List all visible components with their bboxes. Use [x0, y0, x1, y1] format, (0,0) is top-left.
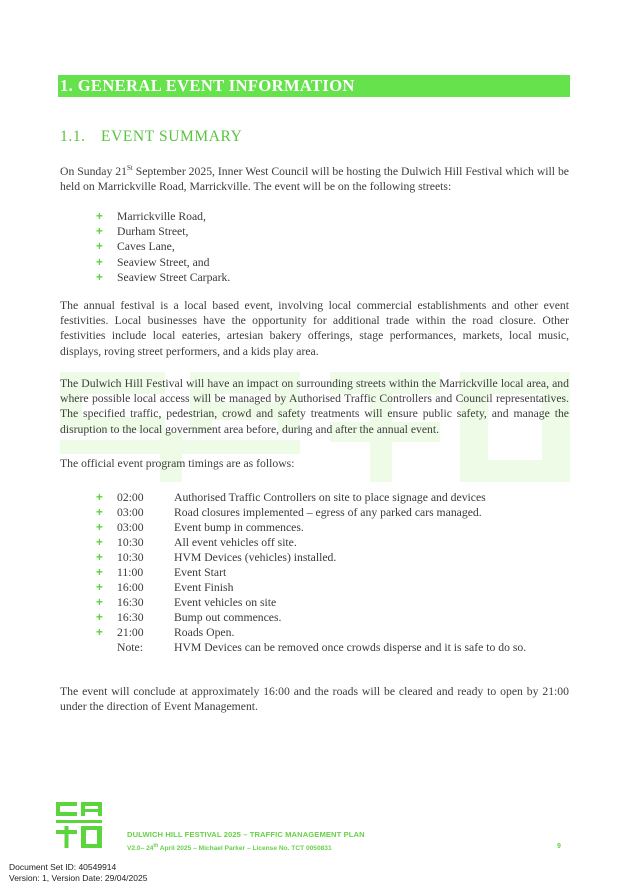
- list-item: + Durham Street,: [96, 225, 189, 239]
- subsection-title: EVENT SUMMARY: [101, 128, 243, 145]
- intro-paragraph: [60, 161, 569, 194]
- plus-bullet-icon: +: [96, 210, 103, 223]
- plus-bullet-icon: +: [96, 611, 103, 624]
- list-item: + Marrickville Road,: [96, 210, 206, 223]
- plus-bullet-icon: +: [96, 491, 103, 504]
- plus-bullet-icon: +: [96, 551, 103, 564]
- impact-paragraph: The Dulwich Hill Festival will have an impact on surrounding streets within the Marrickville local area, and where possible local access will be managed by Authorised Traffic Controllers and Council representatives. The specified traffic, pedestrian, crowd and safety treatments will ensure public safety, and manage the disruption to the local government area before, during and after the annual event.: [60, 377, 569, 436]
- section-heading: 1. GENERAL EVENT INFORMATION: [58, 75, 570, 97]
- plus-bullet-icon: +: [96, 270, 103, 284]
- plus-bullet-icon: +: [96, 566, 103, 579]
- subsection-heading: [60, 128, 242, 146]
- plus-bullet-icon: +: [96, 536, 103, 549]
- document-page: 1. GENERAL EVENT INFORMATION 1.1. EVENT SUMMARY On Sunday 21St September 2025, Inner West Council will be hosting the Dulwich Hill Festival which will be held on Marrickville Road, Marrickville. The event will be on the following streets: + Marrickville Road, + Durham Street, + Caves Lane, + Seaview Street, and + Seaview Street Carpark. The annual festival is a local based event, involving local commercial establishments and other event festivities. Local businesses have the opportunity for additional trade within the road closure. Other festivities include local eateries, artesian bakery offerings, stage performances, markets, local music, displays, roving street performers, and a kids play area. The Dulwich Hill Festival will have an impact on surrounding streets within the Marrickville local area, and where possible local access will be managed by Authorised Traffic Controllers and Council representatives. The specified traffic, pedestrian, crowd and safety treatments will ensure public safety, and manage the disruption to the local government area before, during and after the annual event. The official event program timings are as follows: + 02:00 Authorised Traffic Controllers on site to place signage and devices + 03:00 Road closures implemented – egress of any parked cars managed. + 03:00 Event bump in commences. + 10:30 All event vehicles off site. + 10:30 HVM Devices (vehicles) installed. + 11:00 Event Start + 16:00 Event Finish + 16:30 Event vehicles on site + 16:30 Bump out commences. + 21:00 Roads Open. Note: HVM Devices can be removed once crowds disperse and it is safe to do so. The event will conclude at approximately 16:00 and the roads will be cleared and ready to open by 21:00 under the direction of Event Management. DULWICH HILL FESTIVAL 2025 – TRAFFIC MANAGEMENT PLAN V2.0– 24th April 2025 – Michael Parker – License No. TCT 0050831 9 Document Set ID: 40549914 Version: 1, Version Date: 29/04/2025: [9, 76, 569, 883]
- list-item: + Seaview Street Carpark.: [96, 270, 231, 284]
- intro-text-end: September 2025, Inner West Council will be hosting the Dulwich Hill Festival which will be held on Marrickville Road, Marrickville. The event will be on the following streets:: [60, 164, 569, 194]
- document-set-id: Document Set ID: 40549914: [9, 862, 117, 872]
- conclusion-paragraph: The event will conclude at approximately 16:00 and the roads will be cleared and ready to open by 21:00 under the direction of Event Management.: [60, 685, 569, 714]
- subsection-number: 1.1.: [60, 128, 86, 145]
- plus-bullet-icon: +: [96, 506, 103, 519]
- note-label: Note:: [117, 641, 143, 654]
- intro-superscript: St: [126, 164, 133, 172]
- plus-bullet-icon: +: [96, 581, 103, 594]
- footer-version: V2.0– 24th April 2025 – Michael Parker – License No. TCT 0050831: [127, 843, 332, 853]
- footer-title: DULWICH HILL FESTIVAL 2025 – TRAFFIC MANAGEMENT PLAN: [127, 830, 365, 839]
- list-item: + Caves Lane,: [96, 240, 175, 254]
- plus-bullet-icon: +: [96, 225, 103, 239]
- note-text: HVM Devices can be removed once crowds disperse and it is safe to do so.: [174, 641, 527, 654]
- program-intro: The official event program timings are as follows:: [60, 457, 295, 470]
- plus-bullet-icon: +: [96, 521, 103, 534]
- document-version: Version: 1, Version Date: 29/04/2025: [9, 873, 148, 883]
- list-item: + Seaview Street, and: [96, 255, 210, 269]
- plus-bullet-icon: +: [96, 255, 103, 269]
- plus-bullet-icon: +: [96, 240, 103, 254]
- street-list: [96, 209, 230, 285]
- plus-bullet-icon: +: [96, 596, 103, 609]
- plus-bullet-icon: +: [96, 626, 103, 639]
- cato-logo-icon: [56, 802, 102, 848]
- page-number: 9: [557, 843, 561, 850]
- festival-paragraph: The annual festival is a local based event, involving local commercial establishments and other event festivities. Local businesses have the opportunity for additional trade within the road closure. Other festivities include local eateries, artesian bakery offerings, stage performances, markets, local music, displays, roving street performers, and a kids play area.: [60, 299, 569, 358]
- intro-text-start: On Sunday 21: [60, 164, 127, 178]
